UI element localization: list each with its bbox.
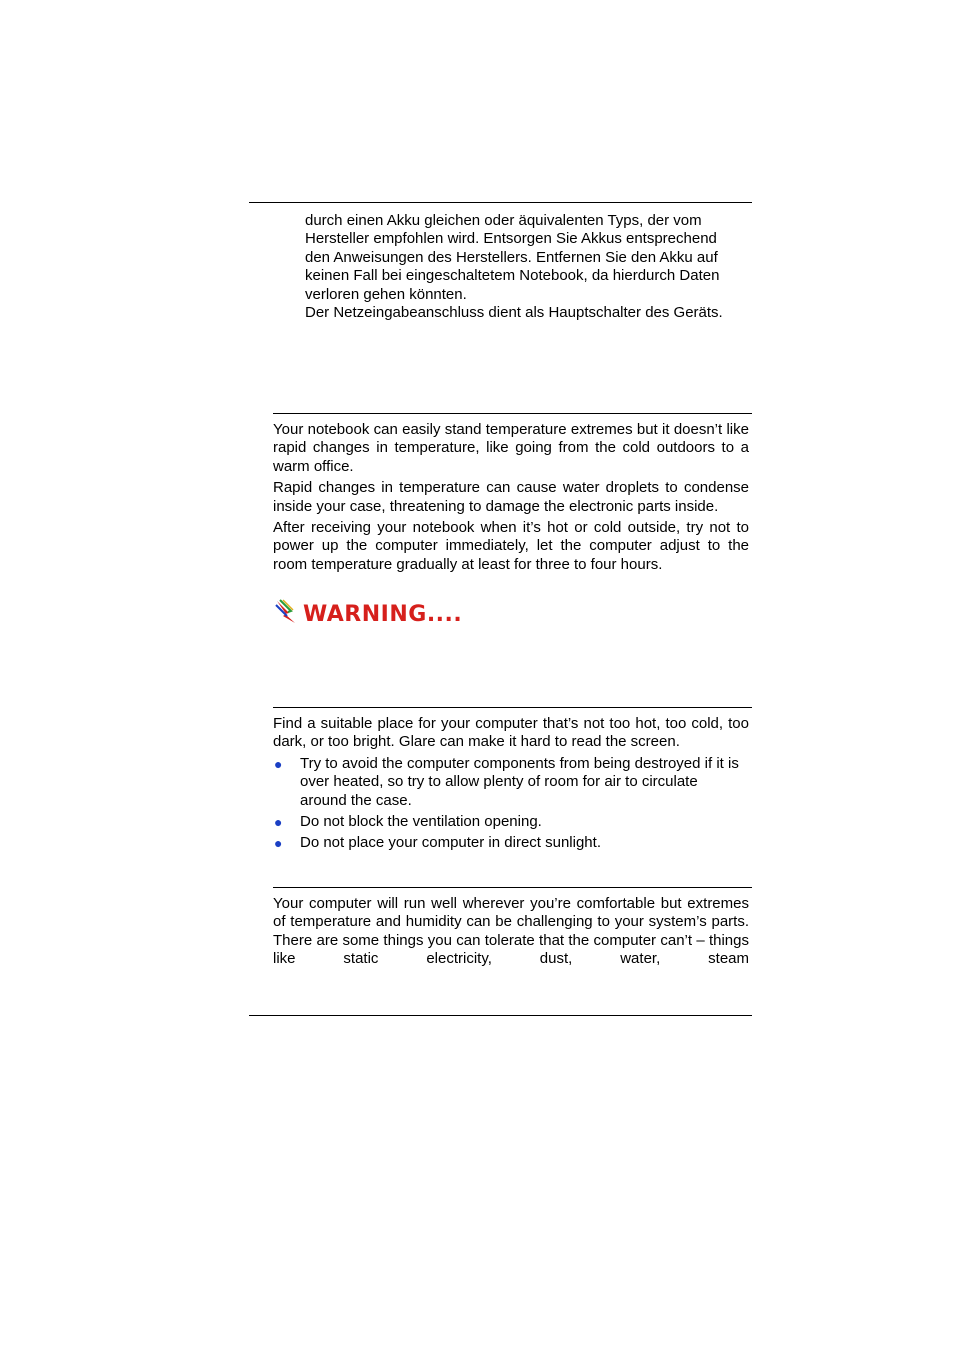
- paragraph: Your computer will run well wherever you’re comfortable but extremes of temperature and humidity can be challenging to your system’s parts. There are some things you can tolerate that the computer can’t – things like static electricity, dust, water, steam: [273, 895, 749, 968]
- bullet-icon: ●: [274, 835, 283, 852]
- list-item-text: Try to avoid the computer components from being destroyed if it is over heated, so try to allow plenty of room for air to circulate around the case.: [300, 754, 739, 809]
- paragraph: Rapid changes in temperature can cause water droplets to condense inside your case, threatening to damage the electronic parts inside.: [273, 479, 749, 515]
- section-rule: [273, 887, 752, 888]
- footer-rule: [249, 1015, 752, 1016]
- paragraph: Find a suitable place for your computer that’s not too hot, too cold, too dark, or too bright. Glare can make it hard to read the screen.: [273, 715, 749, 751]
- header-rule: [249, 202, 752, 203]
- list-item-text: Do not place your computer in direct sunlight.: [300, 834, 601, 852]
- text-line: Der Netzeingabeanschluss dient als Hauptschalter des Geräts.: [305, 304, 723, 322]
- warning-banner: [275, 600, 462, 628]
- environment-section: [273, 895, 749, 970]
- list-item-text: Do not block the ventilation opening.: [300, 813, 542, 831]
- paragraph: After receiving your notebook when it’s hot or cold outside, try not to power up the computer immediately, let the computer adjust to the room temperature gradually at least for three to four hours.: [273, 519, 749, 573]
- list-item: [273, 834, 749, 852]
- bullet-icon: ●: [274, 814, 283, 831]
- text-line: verloren gehen könnten.: [305, 285, 467, 303]
- section-rule: [273, 707, 752, 708]
- text-line: den Anweisungen des Herstellers. Entfernen Sie den Akku auf: [305, 248, 718, 266]
- section-rule: [273, 413, 752, 414]
- bullet-list: [273, 755, 749, 853]
- text-line: Hersteller empfohlen wird. Entsorgen Sie Akkus entsprechend: [305, 230, 717, 248]
- list-item: [273, 813, 749, 831]
- german-battery-text: [305, 212, 765, 322]
- text-line: keinen Fall bei eingeschaltetem Notebook, da hierdurch Daten: [305, 267, 720, 285]
- temperature-section: [273, 421, 749, 577]
- warning-label: WARNING....: [303, 601, 463, 627]
- location-section: [273, 715, 749, 856]
- list-item: [273, 755, 749, 810]
- warning-arrows-icon: [275, 599, 299, 630]
- bullet-icon: ●: [274, 755, 283, 772]
- text-line: durch einen Akku gleichen oder äquivalenten Typs, der vom: [305, 212, 702, 229]
- paragraph: Your notebook can easily stand temperature extremes but it doesn’t like rapid changes in temperature, like going from the cold outdoors to a warm office.: [273, 421, 749, 475]
